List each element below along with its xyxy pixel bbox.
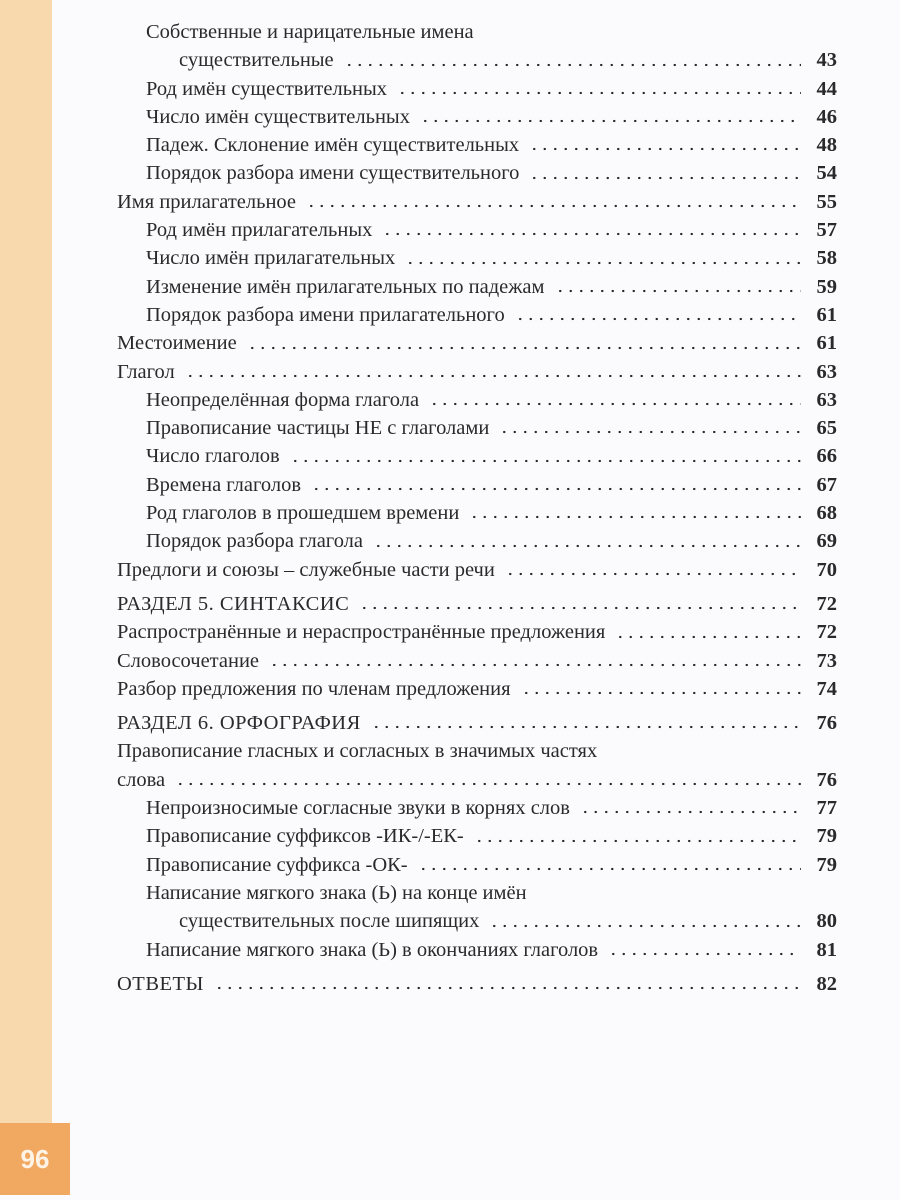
toc-entry-page: 48 xyxy=(816,134,837,157)
dot-leader xyxy=(269,662,801,668)
toc-entry-title: Распространённые и нераспространённые предложения xyxy=(117,621,606,644)
toc-entry-page: 67 xyxy=(816,473,837,496)
table-of-contents xyxy=(117,18,837,998)
toc-entry-page: 72 xyxy=(816,592,837,615)
toc-entry-title: Имя прилагательное xyxy=(117,190,297,213)
dot-leader xyxy=(580,809,801,815)
dot-leader xyxy=(429,401,801,407)
toc-entry-title: Порядок разбора имени существительного xyxy=(146,162,520,185)
toc-entry-page: 57 xyxy=(816,219,837,242)
toc-entry xyxy=(117,618,837,646)
dot-leader xyxy=(373,543,801,549)
margin-color-stripe xyxy=(0,0,52,1123)
toc-entry xyxy=(117,244,837,272)
toc-entry-title: Словосочетание xyxy=(117,649,260,672)
toc-entry-page: 43 xyxy=(816,49,837,72)
toc-entry xyxy=(117,301,837,329)
toc-entry-title: Неопределённая форма глагола xyxy=(146,388,420,411)
toc-entry-continuation xyxy=(117,907,837,935)
dot-leader xyxy=(608,951,801,957)
toc-entry-page: 79 xyxy=(816,853,837,876)
toc-entry xyxy=(117,737,837,765)
toc-entry xyxy=(117,675,837,703)
toc-entry-title: Род глаголов в прошедшем времени xyxy=(146,502,460,525)
toc-entry-page: 68 xyxy=(816,502,837,525)
toc-entry-page: 76 xyxy=(816,768,837,791)
toc-entry-title: Род имён прилагательных xyxy=(146,219,373,242)
toc-entry-page: 61 xyxy=(816,332,837,355)
toc-entry-continuation xyxy=(117,766,837,794)
toc-entry-title: Изменение имён прилагательных по падежам xyxy=(146,275,545,298)
toc-entry-continuation xyxy=(117,46,837,74)
dot-leader xyxy=(382,231,801,237)
toc-entry xyxy=(117,794,837,822)
toc-entry-page: 81 xyxy=(816,938,837,961)
toc-entry-title: РАЗДЕЛ 5. СИНТАКСИС xyxy=(117,592,350,615)
toc-entry-title: Род имён существительных xyxy=(146,77,388,100)
toc-entry-title: Число глаголов xyxy=(146,445,280,468)
dot-leader xyxy=(214,985,801,991)
toc-entry xyxy=(117,879,837,907)
dot-leader xyxy=(397,90,801,96)
dot-leader xyxy=(420,118,801,124)
dot-leader xyxy=(505,571,801,577)
toc-entry-page: 69 xyxy=(816,530,837,553)
toc-entry-title: Местоимение xyxy=(117,332,237,355)
dot-leader xyxy=(247,345,801,351)
toc-entry-page: 58 xyxy=(816,247,837,270)
toc-entry-page: 74 xyxy=(816,677,837,700)
toc-entry-title: Число имён прилагательных xyxy=(146,247,396,270)
dot-leader xyxy=(311,486,801,492)
dot-leader xyxy=(555,288,802,294)
toc-entry-page: 63 xyxy=(816,388,837,411)
toc-entry xyxy=(117,18,837,46)
toc-entry-title: Написание мягкого знака (Ь) на конце имён xyxy=(146,881,527,904)
dot-leader xyxy=(405,260,801,266)
toc-entry-page: 80 xyxy=(816,910,837,933)
toc-entry-title: Времена глаголов xyxy=(146,473,302,496)
toc-entry-title-cont: существительные xyxy=(179,49,334,72)
toc-entry-page: 55 xyxy=(816,190,837,213)
toc-entry-title: Правописание гласных и согласных в значимых частях xyxy=(117,740,598,763)
toc-section xyxy=(117,709,837,737)
toc-entry xyxy=(117,188,837,216)
dot-leader xyxy=(489,923,801,929)
dot-leader xyxy=(529,146,801,152)
dot-leader xyxy=(499,429,801,435)
toc-entry-page: 54 xyxy=(816,162,837,185)
dot-leader xyxy=(359,605,801,611)
toc-entry xyxy=(117,527,837,555)
dot-leader xyxy=(344,62,801,68)
toc-entry-title: Число имён существительных xyxy=(146,105,410,128)
toc-entry-title: Порядок разбора глагола xyxy=(146,530,364,553)
toc-entry-page: 79 xyxy=(816,825,837,848)
toc-entry xyxy=(117,442,837,470)
toc-entry xyxy=(117,159,837,187)
dot-leader xyxy=(474,838,801,844)
toc-entry xyxy=(117,822,837,850)
toc-entry-title: Порядок разбора имени прилагательного xyxy=(146,303,505,326)
toc-entry-title: Предлоги и союзы – служебные части речи xyxy=(117,558,495,581)
dot-leader xyxy=(521,690,801,696)
toc-entry xyxy=(117,647,837,675)
page-number: 96 xyxy=(0,1123,70,1195)
dot-leader xyxy=(469,514,801,520)
toc-entry-title: Глагол xyxy=(117,360,175,383)
toc-entry-title: РАЗДЕЛ 6. ОРФОГРАФИЯ xyxy=(117,712,361,735)
toc-entry xyxy=(117,471,837,499)
toc-entry-title: Непроизносимые согласные звуки в корнях слов xyxy=(146,797,570,820)
toc-entry-title: Написание мягкого знака (Ь) в окончаниях глаголов xyxy=(146,938,599,961)
dot-leader xyxy=(418,866,801,872)
dot-leader xyxy=(175,781,801,787)
toc-entry-title: ОТВЕТЫ xyxy=(117,972,204,995)
toc-entry xyxy=(117,851,837,879)
toc-entry-page: 76 xyxy=(816,712,837,735)
toc-entry-page: 73 xyxy=(816,649,837,672)
toc-entry xyxy=(117,936,837,964)
dot-leader xyxy=(306,203,801,209)
dot-leader xyxy=(290,458,801,464)
dot-leader xyxy=(529,175,801,181)
toc-entry-page: 65 xyxy=(816,417,837,440)
toc-entry-page: 46 xyxy=(816,105,837,128)
toc-entry xyxy=(117,131,837,159)
toc-entry xyxy=(117,556,837,584)
toc-entry-title: Правописание суффикса -ОК- xyxy=(146,853,408,876)
toc-entry-page: 66 xyxy=(816,445,837,468)
toc-entry-page: 63 xyxy=(816,360,837,383)
toc-entry-title: Разбор предложения по членам предложения xyxy=(117,677,511,700)
toc-entry-page: 59 xyxy=(816,275,837,298)
toc-entry-title: Правописание частицы НЕ с глаголами xyxy=(146,417,490,440)
toc-entry xyxy=(117,103,837,131)
toc-entry-title: Правописание суффиксов -ИК-/-ЕК- xyxy=(146,825,464,848)
toc-entry-page: 61 xyxy=(816,303,837,326)
toc-entry xyxy=(117,358,837,386)
toc-section xyxy=(117,970,837,998)
toc-entry-page: 70 xyxy=(816,558,837,581)
toc-entry-page: 77 xyxy=(816,797,837,820)
toc-entry-page: 82 xyxy=(816,972,837,995)
toc-entry xyxy=(117,273,837,301)
dot-leader xyxy=(371,724,801,730)
toc-entry xyxy=(117,414,837,442)
toc-entry xyxy=(117,386,837,414)
toc-entry xyxy=(117,329,837,357)
dot-leader xyxy=(515,316,801,322)
toc-entry-title-cont: слова xyxy=(117,768,166,791)
toc-entry-title-cont: существительных после шипящих xyxy=(179,910,480,933)
toc-section xyxy=(117,590,837,618)
toc-entry-page: 72 xyxy=(816,621,837,644)
dot-leader xyxy=(185,373,801,379)
dot-leader xyxy=(615,634,801,640)
toc-entry xyxy=(117,499,837,527)
toc-entry xyxy=(117,216,837,244)
toc-entry-title: Падеж. Склонение имён существительных xyxy=(146,134,520,157)
toc-entry-title: Собственные и нарицательные имена xyxy=(146,21,474,43)
toc-entry-page: 44 xyxy=(816,77,837,100)
toc-entry xyxy=(117,75,837,103)
